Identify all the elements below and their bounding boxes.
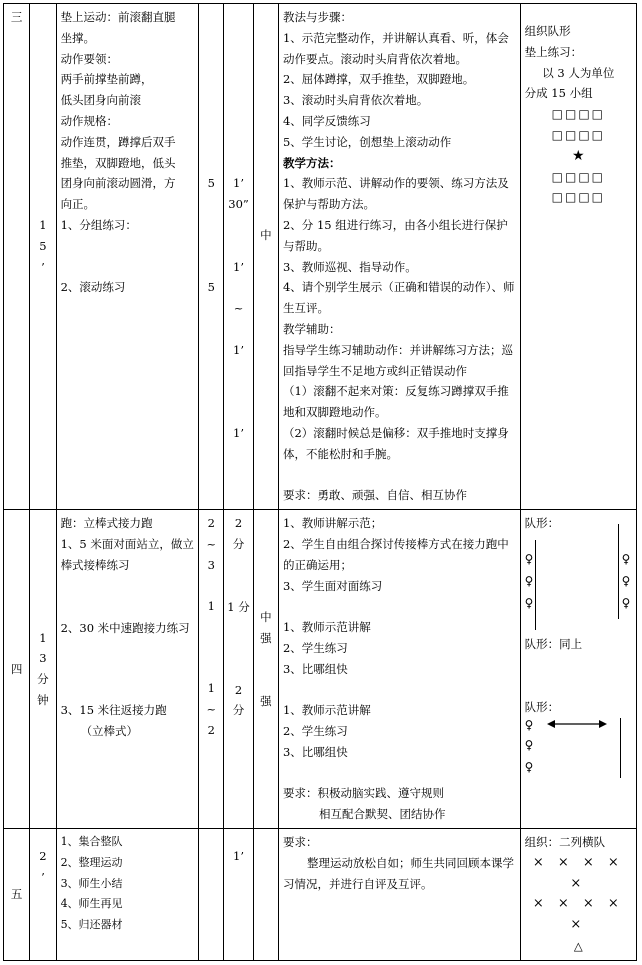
intensity-cell [253, 829, 278, 961]
methods-cell: 要求： 整理运动放松自如；师生共同回顾本课学习情况，并进行自评及互评。 [278, 829, 520, 961]
time-cell: 2 ’ [30, 829, 56, 961]
section-row-5 [4, 829, 637, 961]
teacher-triangle-icon: △ [573, 939, 583, 954]
part-label: 四 [4, 510, 30, 829]
student-row: × × × × × [532, 896, 624, 933]
organization-cell: 组织：二列横队 × × × × × × × × × × △ [520, 829, 636, 961]
duration-cell: 1’ 30” 1’ ~ 1’ 1’ [224, 4, 253, 510]
organization-cell: 组织队形 垫上练习： 以 3 人为单位 分成 15 小组 □□□□ □□□□ ★ □□□□ □□□□ [520, 4, 636, 510]
intensity-cell: 中 [253, 4, 278, 510]
double-arrow-icon [547, 718, 607, 730]
lesson-plan-table [3, 3, 637, 961]
count-cell [199, 829, 224, 961]
shuttle-formation-diagram: ♀ ♀ ♀ [525, 718, 632, 780]
duration-cell: 2 分 1 分 2 分 [224, 510, 253, 829]
teacher-star-icon: ★ [572, 147, 585, 164]
relay-formation-diagram: ♀ ♀ ♀ ♀ ♀ ♀ [525, 534, 632, 634]
methods-cell: 1、教师讲解示范； 2、学生自由组合探讨传接棒方式在接力跑中的正确运用； 3、学生面对面练习 1、教师示范讲解 2、学生练习 3、比哪组快 1、教师示范讲解 2、学生练习 3、比哪组快 要求：积极动脑实践、遵守规则 相互配合默契、团结协作 [278, 510, 520, 829]
group-squares-row: □□□□ [551, 190, 605, 205]
content-cell: 垫上运动：前滚翻直腿 坐撑。 动作要领： 两手前撑垫前蹲， 低头团身向前滚 动作规格： 动作连贯，蹲撑后双手 推垫，双脚蹬地，低头 团身向前滚动圆滑，方 向正。 1、分组练习： 2、滚动练习 [56, 4, 199, 510]
duration-cell: 1’ [224, 829, 253, 961]
part-label: 五 [4, 829, 30, 961]
part-label: 三 [4, 4, 30, 510]
section-row-3 [4, 4, 637, 510]
group-squares-row: □□□□ [551, 127, 605, 142]
content-cell: 跑：立棒式接力跑 1、5 米面对面站立，做立棒式接棒练习 2、30 米中速跑接力练习 3、15 米往返接力跑 （立棒式） [56, 510, 199, 829]
time-cell: 1 5 ’ [30, 4, 56, 510]
time-cell: 1 3 分 钟 [30, 510, 56, 829]
content-cell: 1、集合整队 2、整理运动 3、师生小结 4、师生再见 5、归还器材 [56, 829, 199, 961]
count-cell: 2 ~ 3 1 1 ~ 2 [199, 510, 224, 829]
section-row-4 [4, 510, 637, 829]
organization-cell: 队形： ♀ ♀ ♀ ♀ ♀ ♀ 队形：同上 队形： ♀ ♀ ♀ [520, 510, 636, 829]
methods-cell: 教法与步骤： 1、示范完整动作，并讲解认真看、听，体会动作要点。滚动时头肩背依次着地。 2、屈体蹲撑，双手推垫，双脚蹬地。 3、滚动时头肩背依次着地。 4、同学反馈练习 5、学生讨论，创想垫上滚动动作 教学方法： 1、教师示范、讲解动作的要领、练习方法及保护与帮助方法。 2、分 15 组进行练习，由各小组长进行保护与帮助。 3、教师巡视、指导动作。 4、请个别学生展示（正确和错误的动作）、师生互评。 教学辅助： 指导学生练习辅助动作：并讲解练习方法；巡回指导学生不足地方或纠正错误动作 （1）滚翻不起来对策：反复练习蹲撑双手推地和双脚蹬地动作。 （2）滚翻时候总是偏移：双手推地时支撑身体，不能松肘和手腕。 要求：勇敢、顽强、自信、相互协作 [278, 4, 520, 510]
count-cell: 5 5 [199, 4, 224, 510]
student-row: × × × × × [532, 854, 624, 891]
group-squares-row: □□□□ [551, 107, 605, 122]
intensity-cell: 中 强 强 [253, 510, 278, 829]
group-squares-row: □□□□ [551, 169, 605, 184]
